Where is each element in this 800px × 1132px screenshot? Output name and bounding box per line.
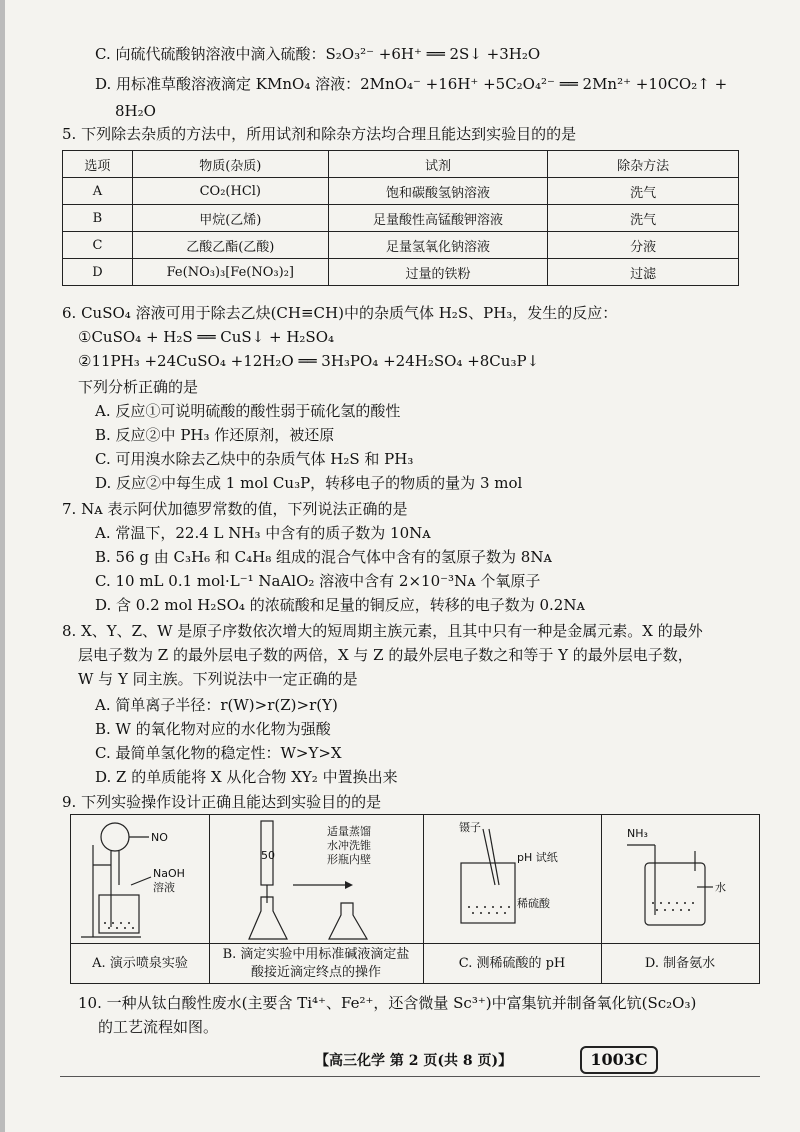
exam-code-badge: 1003C — [580, 1046, 658, 1074]
caption-c: C. 测稀硫酸的 pH — [423, 943, 601, 984]
q8-stem-line3: W 与 Y 同主族。下列说法中一定正确的是 — [78, 670, 358, 688]
dilute-acid-label: 稀硫酸 — [517, 897, 550, 910]
burette-scale-label: 50 — [261, 849, 275, 862]
q8-option-a: A. 简单离子半径：r(W)>r(Z)>r(Y) — [95, 696, 338, 714]
page-edge-shadow — [0, 0, 5, 1132]
q6-option-a: A. 反应①可说明硫酸的酸性弱于硫化氢的酸性 — [95, 402, 401, 420]
table-row — [63, 178, 739, 205]
q9-stem: 9. 下列实验操作设计正确且能达到实验目的的是 — [62, 793, 382, 811]
nh3-label: NH₃ — [627, 827, 648, 840]
table-row — [63, 259, 739, 286]
bottom-divider — [60, 1076, 760, 1077]
q8-option-b: B. W 的氧化物对应的水化物为强酸 — [95, 720, 331, 738]
table-cell: B — [63, 205, 133, 232]
tweezers-label: 镊子 — [459, 821, 481, 834]
figure-cell-a — [71, 815, 210, 983]
q7-option-c: C. 10 mL 0.1 mol·L⁻¹ NaAlO₂ 溶液中含有 2×10⁻³Nᴀ 个氧原子 — [95, 572, 541, 590]
table-cell: 洗气 — [548, 178, 739, 205]
q8-stem-line2: 层电子数为 Z 的最外层电子数的两倍，X 与 Z 的最外层电子数之和等于 Y 的最外层电子数， — [78, 646, 693, 664]
q7-option-d: D. 含 0.2 mol H₂SO₄ 的浓硫酸和足量的铜反应，转移的电子数为 0.2Nᴀ — [95, 596, 585, 614]
q7-option-b: B. 56 g 由 C₃H₆ 和 C₄H₈ 组成的混合气体中含有的氢原子数为 8Nᴀ — [95, 548, 552, 566]
wash-label-2: 水冲洗锥 — [327, 839, 371, 852]
table-cell: 洗气 — [548, 205, 739, 232]
q8-option-d: D. Z 的单质能将 X 从化合物 XY₂ 中置换出来 — [95, 768, 398, 786]
table-row — [63, 205, 739, 232]
table-cell: 饱和碳酸氢钠溶液 — [328, 178, 548, 205]
table-cell: 足量氢氧化钠溶液 — [328, 232, 548, 259]
q6-option-c: C. 可用溴水除去乙炔中的杂质气体 H₂S 和 PH₃ — [95, 450, 414, 468]
table-cell: 乙酸乙酯(乙酸) — [132, 232, 328, 259]
table-cell: C — [63, 232, 133, 259]
q4-option-d-line1: D. 用标准草酸溶液滴定 KMnO₄ 溶液：2MnO₄⁻ +16H⁺ +5C₂O₄²⁻ ══ 2Mn²⁺ +10CO₂↑ + — [95, 75, 728, 93]
table-cell: 过量的铁粉 — [328, 259, 548, 286]
q10-stem-line1: 10. 一种从钛白酸性废水(主要含 Ti⁴⁺、Fe²⁺，还含微量 Sc³⁺)中富集钪并制备氧化钪(Sc₂O₃) — [78, 994, 697, 1012]
titration-drawing — [209, 815, 423, 943]
table-cell: 分液 — [548, 232, 739, 259]
table-header-cell: 物质(杂质) — [132, 151, 328, 178]
q4-option-d-line2: 8H₂O — [115, 102, 156, 120]
table-header-cell: 除杂方法 — [548, 151, 739, 178]
table-cell: CO₂(HCl) — [132, 178, 328, 205]
q6-prompt: 下列分析正确的是 — [78, 378, 199, 396]
q6-option-b: B. 反应②中 PH₃ 作还原剂，被还原 — [95, 426, 335, 444]
naoh-solution-label: 溶液 — [153, 881, 175, 894]
q5-stem: 5. 下列除去杂质的方法中，所用试剂和除杂方法均合理且能达到实验目的的是 — [62, 125, 577, 143]
water-label: 水 — [715, 881, 726, 894]
caption-d: D. 制备氨水 — [601, 943, 759, 984]
no-gas-label: NO — [151, 831, 168, 844]
q7-option-a: A. 常温下，22.4 L NH₃ 中含有的质子数为 10Nᴀ — [95, 524, 431, 542]
table-header-row — [63, 151, 739, 178]
table-header-cell: 选项 — [63, 151, 133, 178]
q5-table — [62, 150, 739, 286]
q9-figure — [70, 814, 760, 984]
ph-paper-label: pH 试纸 — [517, 851, 558, 864]
q4-option-c: C. 向硫代硫酸钠溶液中滴入硫酸：S₂O₃²⁻ +6H⁺ ══ 2S↓ +3H₂O — [95, 45, 541, 63]
q6-reaction-2: ②11PH₃ +24CuSO₄ +12H₂O ══ 3H₃PO₄ +24H₂SO₄ +8Cu₃P↓ — [78, 352, 540, 370]
q8-stem-line1: 8. X、Y、Z、W 是原子序数依次增大的短周期主族元素，且其中只有一种是金属元素。X 的最外 — [62, 622, 703, 640]
fountain-apparatus-drawing — [71, 815, 209, 943]
table-cell: Fe(NO₃)₃[Fe(NO₃)₂] — [132, 259, 328, 286]
table-row — [63, 232, 739, 259]
table-cell: A — [63, 178, 133, 205]
caption-b: B. 滴定实验中用标准碱液滴定盐酸接近滴定终点的操作 — [209, 943, 423, 984]
table-cell: D — [63, 259, 133, 286]
wash-label-1: 适量蒸馏 — [327, 825, 371, 838]
table-cell: 甲烷(乙烯) — [132, 205, 328, 232]
table-cell: 足量酸性高锰酸钾溶液 — [328, 205, 548, 232]
figure-cell-b — [209, 815, 424, 983]
ammonia-water-drawing — [601, 815, 759, 943]
q8-option-c: C. 最简单氢化物的稳定性：W>Y>X — [95, 744, 342, 762]
naoh-label: NaOH — [153, 867, 185, 880]
caption-a: A. 演示喷泉实验 — [71, 943, 209, 984]
q6-stem: 6. CuSO₄ 溶液可用于除去乙炔(CH≡CH)中的杂质气体 H₂S、PH₃，发生的反应： — [62, 304, 618, 322]
q6-option-d: D. 反应②中每生成 1 mol Cu₃P，转移电子的物质的量为 3 mol — [95, 474, 523, 492]
wash-label-3: 形瓶内壁 — [327, 853, 371, 866]
page-footer: 【高三化学 第 2 页(共 8 页)】 — [315, 1053, 513, 1069]
q7-stem: 7. Nᴀ 表示阿伏加德罗常数的值，下列说法正确的是 — [62, 500, 408, 518]
figure-cell-d — [601, 815, 759, 983]
table-header-cell: 试剂 — [328, 151, 548, 178]
table-cell: 过滤 — [548, 259, 739, 286]
figure-cell-c — [423, 815, 602, 983]
q6-reaction-1: ①CuSO₄ + H₂S ══ CuS↓ + H₂SO₄ — [78, 328, 335, 346]
ph-test-drawing — [423, 815, 601, 943]
q10-stem-line2: 的工艺流程如图。 — [98, 1018, 219, 1036]
